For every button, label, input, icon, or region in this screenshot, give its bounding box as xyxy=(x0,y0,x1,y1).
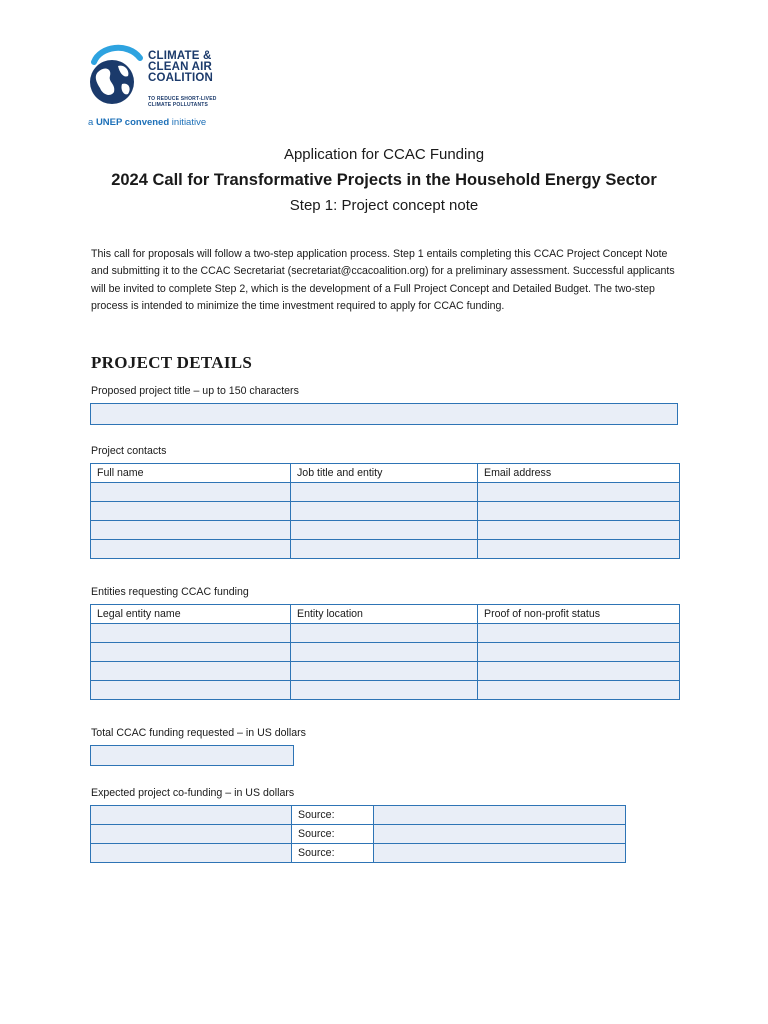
contacts-header-email: Email address xyxy=(478,464,680,483)
entity-name-cell[interactable] xyxy=(91,662,291,681)
table-row xyxy=(91,662,680,681)
contact-email-cell[interactable] xyxy=(478,540,680,559)
unep-tagline: a UNEP convened initiative xyxy=(88,117,207,128)
entities-label: Entities requesting CCAC funding xyxy=(91,586,249,598)
contact-email-cell[interactable] xyxy=(478,502,680,521)
section-title: PROJECT DETAILS xyxy=(91,353,253,372)
table-row xyxy=(91,502,680,521)
contacts-label: Project contacts xyxy=(91,445,167,457)
table-row xyxy=(91,806,626,825)
contact-name-cell[interactable] xyxy=(91,521,291,540)
logo-subtitle: TO REDUCE SHORT-LIVED CLIMATE POLLUTANTS xyxy=(148,96,217,108)
entity-proof-cell[interactable] xyxy=(478,643,680,662)
call-title: 2024 Call for Transformative Projects in the Household Energy Sector xyxy=(111,171,657,189)
entity-proof-cell[interactable] xyxy=(478,681,680,700)
entities-table xyxy=(90,604,680,700)
entity-name-cell[interactable] xyxy=(91,643,291,662)
contacts-header-job: Job title and entity xyxy=(291,464,478,483)
ccac-logo xyxy=(88,44,238,130)
source-label: Source: xyxy=(292,825,374,844)
cofunding-amount-cell[interactable] xyxy=(91,825,292,844)
table-row xyxy=(91,681,680,700)
cofunding-source-cell[interactable] xyxy=(374,844,626,863)
table-row xyxy=(91,844,626,863)
contact-job-cell[interactable] xyxy=(291,521,478,540)
entity-proof-cell[interactable] xyxy=(478,662,680,681)
entities-header-proof: Proof of non-profit status xyxy=(478,605,680,624)
contact-job-cell[interactable] xyxy=(291,540,478,559)
table-row xyxy=(91,521,680,540)
cofunding-source-cell[interactable] xyxy=(374,806,626,825)
cofunding-source-cell[interactable] xyxy=(374,825,626,844)
funding-label: Total CCAC funding requested – in US dollars xyxy=(91,727,306,739)
contact-email-cell[interactable] xyxy=(478,483,680,502)
project-title-field[interactable] xyxy=(90,403,678,425)
cofunding-amount-cell[interactable] xyxy=(91,806,292,825)
cofunding-label: Expected project co-funding – in US dollars xyxy=(91,787,295,799)
cofunding-table xyxy=(90,805,626,863)
contact-email-cell[interactable] xyxy=(478,521,680,540)
table-row xyxy=(91,483,680,502)
source-label: Source: xyxy=(292,806,374,825)
contact-name-cell[interactable] xyxy=(91,540,291,559)
funding-amount-field[interactable] xyxy=(90,745,294,766)
entity-name-cell[interactable] xyxy=(91,681,291,700)
source-label: Source: xyxy=(292,844,374,863)
contact-job-cell[interactable] xyxy=(291,483,478,502)
contacts-header-name: Full name xyxy=(91,464,291,483)
entity-name-cell[interactable] xyxy=(91,624,291,643)
cofunding-amount-cell[interactable] xyxy=(91,844,292,863)
application-heading: Application for CCAC Funding xyxy=(283,146,485,163)
table-row xyxy=(91,624,680,643)
project-title-label: Proposed project title – up to 150 characters xyxy=(91,385,299,397)
contact-name-cell[interactable] xyxy=(91,502,291,521)
step-subtitle: Step 1: Project concept note xyxy=(289,197,479,214)
table-row xyxy=(91,540,680,559)
table-row xyxy=(91,643,680,662)
entity-location-cell[interactable] xyxy=(291,662,478,681)
contacts-table xyxy=(90,463,680,559)
entities-header-name: Legal entity name xyxy=(91,605,291,624)
globe-logo-icon xyxy=(88,44,144,110)
entity-location-cell[interactable] xyxy=(291,624,478,643)
intro-paragraph: This call for proposals will follow a two-step application process. Step 1 entails completing this CCAC Project Concept Note and submitting it to the CCAC Secretariat (secretariat@ccacoalition.org) for a preliminary assessment. Successful applicants will be invited to complete Step 2, which is the development of a Full Project Concept and Detailed Budget. The two-step process is intended to minimize the time investment required to apply for CCAC funding. xyxy=(91,248,675,313)
contact-name-cell[interactable] xyxy=(91,483,291,502)
entity-location-cell[interactable] xyxy=(291,681,478,700)
entity-location-cell[interactable] xyxy=(291,643,478,662)
entities-header-location: Entity location xyxy=(291,605,478,624)
contact-job-cell[interactable] xyxy=(291,502,478,521)
entity-proof-cell[interactable] xyxy=(478,624,680,643)
logo-wordmark: CLIMATE & CLEAN AIR COALITION xyxy=(148,50,214,84)
table-row xyxy=(91,825,626,844)
